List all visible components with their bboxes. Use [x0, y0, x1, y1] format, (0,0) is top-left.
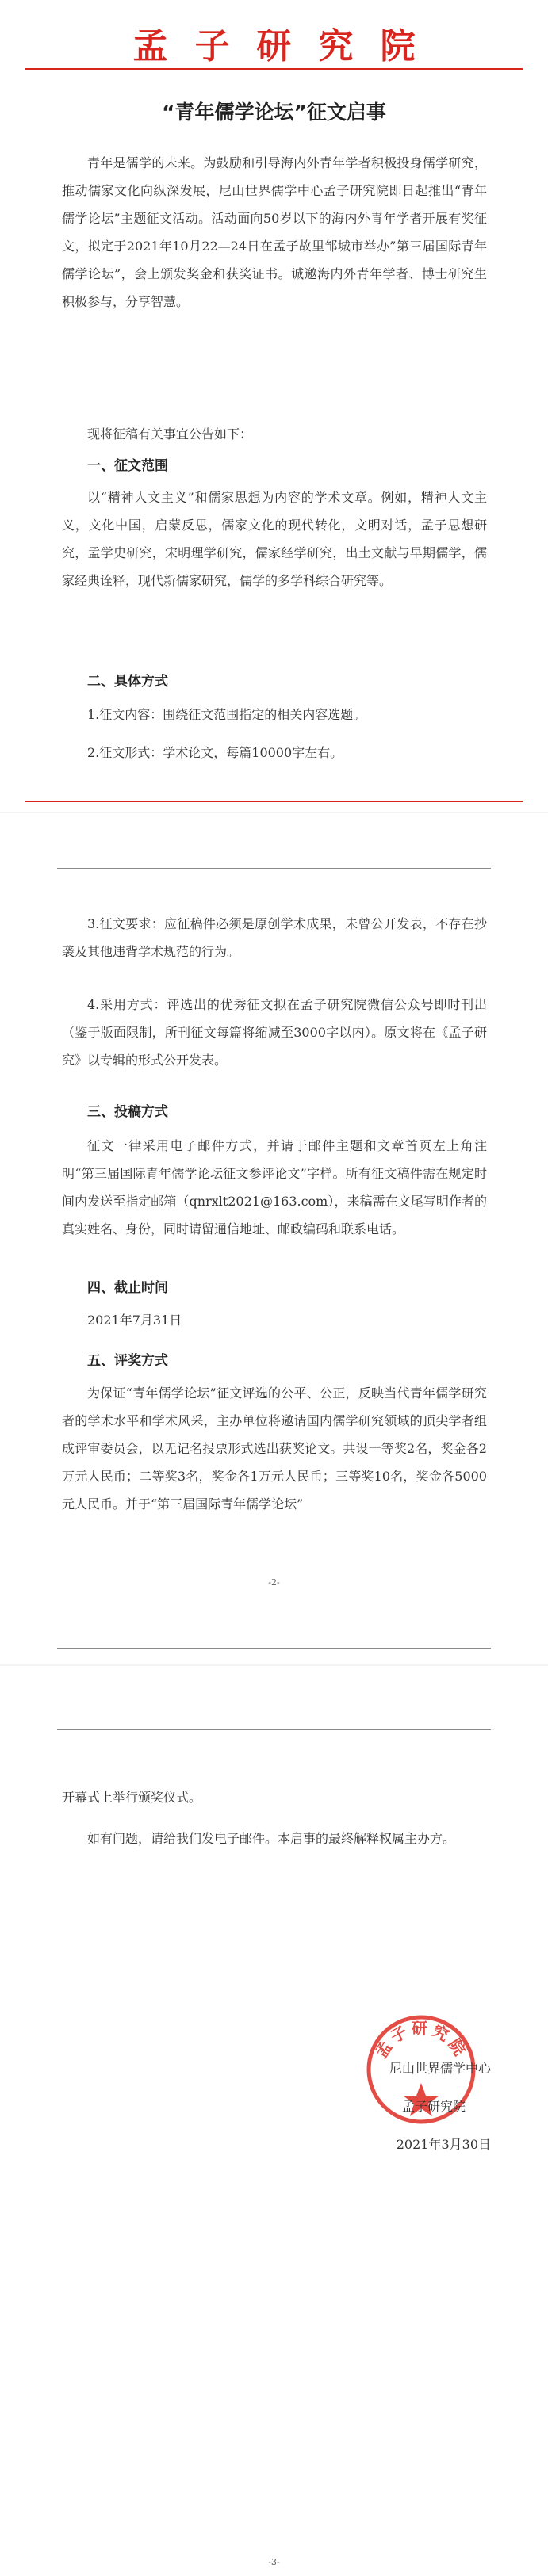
page-gap-2 — [0, 1664, 548, 1666]
section-heading-method: 二、具体方式 — [87, 674, 168, 690]
section-heading-submission: 三、投稿方式 — [87, 1104, 168, 1120]
section-heading-deadline: 四、截止时间 — [87, 1280, 168, 1296]
document-title: “青年儒学论坛”征文启事 — [162, 101, 386, 124]
section-heading-scope: 一、征文范围 — [87, 458, 168, 474]
signature-date: 2021年3月30日 — [396, 2137, 491, 2152]
contact-paragraph: 如有问题，请给我们发电子邮件。本启事的最终解释权属主办方。 — [87, 1831, 456, 1846]
deadline-text: 2021年7月31日 — [87, 1313, 182, 1328]
method-item-4: 4.采用方式：评选出的优秀征文拟在孟子研究院微信公众号即时刊出（鉴于版面限制，所刊征文每篇将缩减至3000字以内）。原文将在《孟子研究》以专辑的形式公开发表。 — [62, 997, 487, 1068]
method-item-1: 1.征文内容：围绕征文范围指定的相关内容选题。 — [87, 707, 366, 722]
masthead-title: 孟子研究院 — [132, 26, 443, 67]
page3-top-rule — [57, 1729, 491, 1730]
seal-text: 孟子研究院 — [371, 2019, 471, 2062]
page1-bottom-red-rule — [25, 801, 523, 802]
masthead-red-rule — [25, 68, 523, 70]
notice-paragraph: 现将征稿有关事宜公告如下： — [87, 426, 253, 441]
awards-paragraph: 为保证“青年儒学论坛”征文评选的公平、公正，反映当代青年儒学研究者的学术水平和学术风采，主办单位将邀请国内儒学研究领域的顶尖学者组成评审委员会，以无记名投票形式选出获奖论文。共设一等奖2名，奖金各2万元人民币；二等奖3名，奖金各1万元人民币；三等奖10名，奖金各5000元人民币。并于“第三届国际青年儒学论坛” — [62, 1385, 487, 1512]
signature-institute: 孟子研究院 — [401, 2099, 466, 2114]
page2-bottom-rule — [57, 1648, 491, 1649]
scope-paragraph: 以“精神人文主义”和儒家思想为内容的学术文章。例如，精神人文主义，文化中国，启蒙反思，儒家文化的现代转化，文明对话，孟子思想研究，孟学史研究，宋明理学研究，儒家经学研究，出土文献与早期儒学，儒家经典诠释，现代新儒家研究，儒学的多学科综合研究等。 — [62, 490, 487, 588]
intro-paragraph: 青年是儒学的未来。为鼓励和引导海内外青年学者积极投身儒学研究，推动儒家文化向纵深发展，尼山世界儒学中心孟子研究院即日起推出“青年儒学论坛”主题征文活动。活动面向50岁以下的海内外青年学者开展有奖征文，拟定于2021年10月22—24日在孟子故里邹城市举办”第三届国际青年儒学论坛”，会上颁发奖金和获奖证书。诚邀海内外青年学者、博士研究生积极参与，分享智慧。 — [62, 155, 487, 309]
continued-text: 开幕式上举行颁奖仪式。 — [62, 1790, 202, 1805]
page2-top-rule — [57, 868, 491, 869]
page-number-2: -2- — [268, 1577, 280, 1588]
page-number-3: -3- — [268, 2557, 280, 2567]
page-gap-1 — [0, 812, 548, 813]
method-item-3: 3.征文要求：应征稿件必须是原创学术成果，未曾公开发表，不存在抄袭及其他违背学术规范的行为。 — [62, 916, 487, 959]
submission-paragraph: 征文一律采用电子邮件方式，并请于邮件主题和文章首页左上角注明“第三届国际青年儒学论坛征文参评论文”字样。所有征文稿件需在规定时间内发送至指定邮箱（qnrxlt2021@163.com），来稿需在文尾写明作者的真实姓名、身份，同时请留通信地址、邮政编码和联系电话。 — [62, 1138, 487, 1236]
signature-organization: 尼山世界儒学中心 — [389, 2061, 491, 2076]
section-heading-awards: 五、评奖方式 — [87, 1353, 168, 1369]
method-item-2: 2.征文形式：学术论文，每篇10000字左右。 — [87, 745, 343, 760]
